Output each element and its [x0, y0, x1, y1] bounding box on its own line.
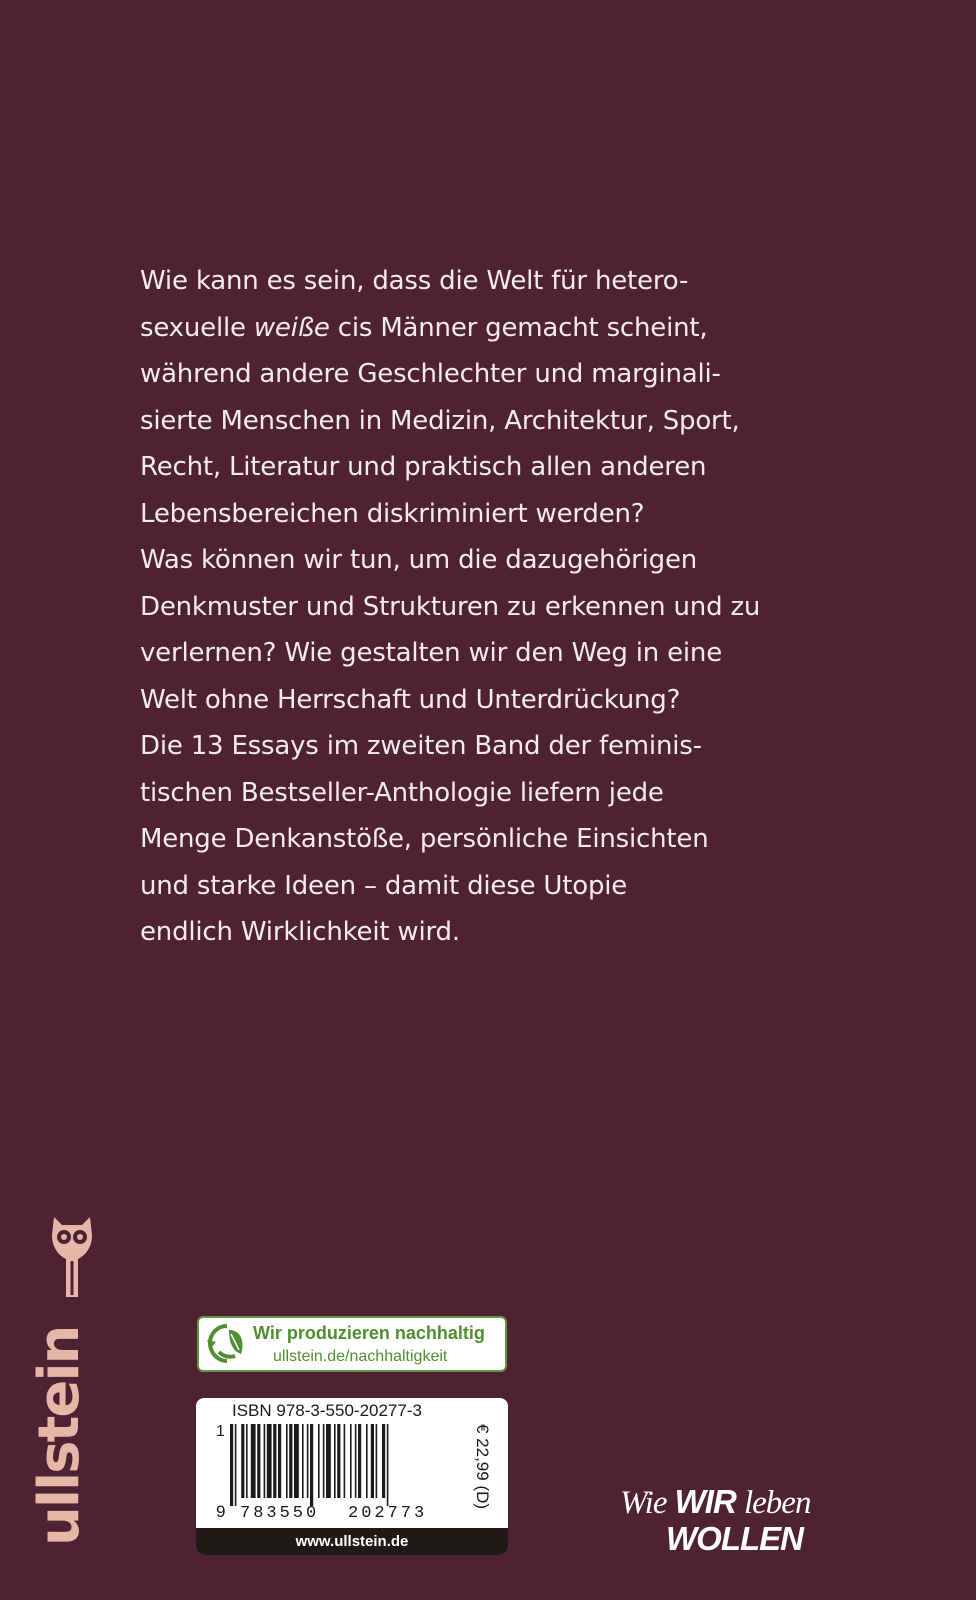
barcode-bar [358, 1424, 361, 1498]
series-word: Wie [620, 1485, 667, 1521]
blurb-text: cis Männer gemacht scheint, [329, 312, 708, 343]
barcode-digits-left: 783550 [240, 1504, 320, 1520]
barcode-bar [241, 1424, 244, 1498]
barcode-bar [326, 1424, 331, 1498]
series-word: leben [743, 1485, 811, 1521]
blurb-line: Was können wir tun, um die dazugehörigen [140, 545, 698, 575]
barcode-bar [337, 1424, 340, 1498]
blurb-line: Denkmuster und Strukturen zu erkennen und zu [140, 591, 761, 622]
barcode-first-digit: 9 [216, 1502, 226, 1520]
barcode-bar [334, 1424, 336, 1498]
barcode-bar [289, 1424, 292, 1498]
barcode-bar [376, 1424, 378, 1498]
barcode-bar [355, 1424, 357, 1498]
barcode-bar [366, 1424, 368, 1498]
barcode-bar [382, 1424, 385, 1498]
barcode-bar [350, 1424, 352, 1498]
blurb-text: sexuelle [140, 312, 254, 343]
barcode-bar [246, 1424, 248, 1498]
barcode-bar [230, 1424, 233, 1506]
blurb-line: endlich Wirklichkeit wird. [140, 917, 460, 947]
blurb-line: Die 13 Essays im zweiten Band der feminis- [140, 731, 702, 761]
barcode [216, 1422, 466, 1520]
barcode-bar [318, 1424, 320, 1498]
barcode-bar [267, 1424, 272, 1498]
blurb-line: Lebensbereichen diskriminiert werden? [140, 498, 645, 529]
barcode-bar [302, 1424, 304, 1498]
barcode-bar [264, 1424, 266, 1498]
blurb-line [140, 305, 780, 352]
eco-badge-url: ullstein.de/nachhaltigkeit [273, 1348, 448, 1365]
barcode-bar [387, 1424, 389, 1506]
series-word: WIR [674, 1483, 736, 1520]
isbn-label: ISBN 978-3-550-20277-3 [232, 1401, 422, 1420]
barcode-bar [235, 1424, 237, 1506]
barcode-bar [294, 1424, 299, 1498]
leaf-recycle-icon [205, 1322, 249, 1366]
blurb-line: verlernen? Wie gestalten wir den Weg in eine [140, 638, 722, 668]
barcode-bar [307, 1424, 309, 1498]
blurb-line: Recht, Literatur und praktisch allen anderen [140, 452, 707, 482]
barcode-bar [323, 1424, 325, 1498]
barcode-bar [251, 1424, 256, 1498]
back-cover-blurb [140, 258, 780, 956]
barcode-addon-digit: 1 [216, 1423, 225, 1440]
blurb-line: sierte Menschen in Medizin, Architektur, Sport, [140, 405, 740, 436]
blurb-line: während andere Geschlechter und marginali- [140, 359, 721, 389]
blurb-emphasis: weiße [253, 312, 330, 343]
barcode-bar [310, 1424, 313, 1506]
barcode-box [196, 1398, 508, 1555]
eco-badge [197, 1316, 507, 1372]
barcode-bar [344, 1424, 346, 1498]
series-logo [620, 1484, 850, 1557]
barcode-bar [278, 1424, 281, 1498]
blurb-line: Menge Denkanstöße, persönliche Einsichten [140, 824, 709, 854]
price-label: € 22,99 (D) [473, 1424, 492, 1510]
barcode-bar [371, 1424, 374, 1498]
blurb-line: und starke Ideen – damit diese Utopie [140, 870, 628, 901]
eco-badge-title: Wir produzieren nachhaltig [253, 1323, 485, 1343]
series-logo-line: WOLLEN [666, 1520, 803, 1557]
blurb-line: tischen Bestseller-Anthologie liefern jede [140, 777, 664, 808]
barcode-bar [286, 1424, 288, 1498]
website-label: www.ullstein.de [196, 1528, 508, 1555]
blurb-line: Wie kann es sein, dass die Welt für hetero- [140, 266, 689, 296]
barcode-digits-right: 202773 [348, 1504, 428, 1520]
barcode-bar [273, 1424, 276, 1498]
series-logo-line [620, 1484, 850, 1521]
blurb-line: Welt ohne Herrschaft und Unterdrückung? [140, 684, 681, 715]
publisher-logo: ullstein [27, 1326, 92, 1546]
barcode-bar [257, 1424, 260, 1498]
owl-icon [48, 1215, 96, 1299]
